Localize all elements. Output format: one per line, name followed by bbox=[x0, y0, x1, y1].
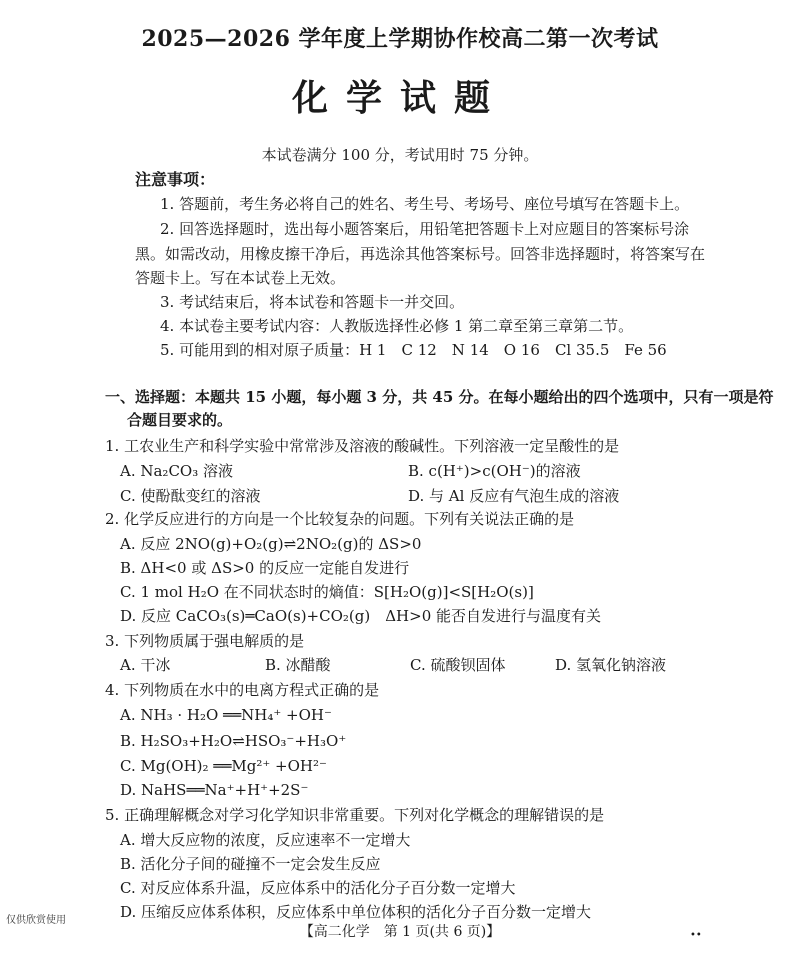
question-2-option-a: A. 反应 2NO(g)+O₂(g)⇌2NO₂(g)的 ΔS>0 bbox=[120, 535, 422, 553]
question-3-option-c: C. 硫酸钡固体 bbox=[410, 656, 506, 674]
notice-line: 5. 可能用到的相对原子质量：H 1 C 12 N 14 O 16 Cl 35.5 Fe 56 bbox=[160, 341, 667, 359]
question-1-stem: 1. 工农业生产和科学实验中常常涉及溶液的酸碱性。下列溶液一定呈酸性的是 bbox=[105, 437, 620, 455]
section-heading-cont: 合题目要求的。 bbox=[127, 411, 233, 429]
question-5-option-b: B. 活化分子间的碰撞不一定会发生反应 bbox=[120, 855, 381, 873]
question-3-option-b: B. 冰醋酸 bbox=[265, 656, 331, 674]
exam-meta: 本试卷满分 100 分，考试用时 75 分钟。 bbox=[261, 146, 539, 164]
section-heading: 一、选择题：本题共 15 小题，每小题 3 分，共 45 分。在每小题给出的四个选项中，只有一项是符 bbox=[105, 388, 774, 406]
corner-mark: •• bbox=[690, 930, 702, 941]
question-2-option-b: B. ΔH<0 或 ΔS>0 的反应一定能自发进行 bbox=[120, 559, 410, 577]
question-5-option-d: D. 压缩反应体系体积，反应体系中单位体积的活化分子百分数一定增大 bbox=[120, 903, 592, 921]
question-1-option-d: D. 与 Al 反应有气泡生成的溶液 bbox=[408, 487, 620, 505]
notice-line: 3. 考试结束后，将本试卷和答题卡一并交回。 bbox=[160, 293, 465, 311]
exam-title: 2025—2026 学年度上学期协作校高二第一次考试 bbox=[141, 26, 659, 52]
question-1-option-a: A. Na₂CO₃ 溶液 bbox=[120, 462, 234, 480]
question-5-option-c: C. 对反应体系升温，反应体系中的活化分子百分数一定增大 bbox=[120, 879, 516, 897]
question-3-stem: 3. 下列物质属于强电解质的是 bbox=[105, 632, 305, 650]
notice-line: 4. 本试卷主要考试内容：人教版选择性必修 1 第二章至第三章第二节。 bbox=[160, 317, 634, 335]
page-footer: 【高二化学 第 1 页(共 6 页)】 bbox=[299, 924, 501, 940]
question-3-option-a: A. 干冰 bbox=[120, 656, 171, 674]
notice-heading: 注意事项： bbox=[135, 170, 216, 189]
question-4-option-d: D. NaHS══Na⁺+H⁺+2S⁻ bbox=[120, 781, 309, 799]
question-4-option-a: A. NH₃ · H₂O ══NH₄⁺ +OH⁻ bbox=[120, 706, 332, 724]
side-note: 仅供欣赏使用 bbox=[6, 915, 66, 926]
question-5-stem: 5. 正确理解概念对学习化学知识非常重要。下列对化学概念的理解错误的是 bbox=[105, 806, 605, 824]
question-3-option-d: D. 氢氧化钠溶液 bbox=[555, 656, 667, 674]
notice-line: 黑。如需改动，用橡皮擦干净后，再选涂其他答案标号。回答非选择题时，将答案写在 bbox=[135, 245, 706, 263]
subject-title: 化学试题 bbox=[291, 77, 508, 119]
question-2-option-c: C. 1 mol H₂O 在不同状态时的熵值：S[H₂O(g)]<S[H₂O(s)] bbox=[120, 583, 534, 601]
question-4-option-b: B. H₂SO₃+H₂O⇌HSO₃⁻+H₃O⁺ bbox=[120, 732, 347, 750]
question-4-option-c: C. Mg(OH)₂ ══Mg²⁺ +OH²⁻ bbox=[120, 757, 327, 775]
question-5-option-a: A. 增大反应物的浓度，反应速率不一定增大 bbox=[120, 831, 411, 849]
question-2-option-d: D. 反应 CaCO₃(s)═CaO(s)+CO₂(g) ΔH>0 能否自发进行与温度有关 bbox=[120, 607, 602, 625]
question-1-option-c: C. 使酚酞变红的溶液 bbox=[120, 487, 261, 505]
question-1-option-b: B. c(H⁺)>c(OH⁻)的溶液 bbox=[408, 462, 581, 480]
question-2-stem: 2. 化学反应进行的方向是一个比较复杂的问题。下列有关说法正确的是 bbox=[105, 510, 575, 528]
notice-line: 2. 回答选择题时，选出每小题答案后，用铅笔把答题卡上对应题目的答案标号涂 bbox=[160, 220, 690, 238]
question-4-stem: 4. 下列物质在水中的电离方程式正确的是 bbox=[105, 681, 380, 699]
notice-line: 答题卡上。写在本试卷上无效。 bbox=[135, 269, 346, 287]
notice-line: 1. 答题前，考生务必将自己的姓名、考生号、考场号、座位号填写在答题卡上。 bbox=[160, 195, 690, 213]
